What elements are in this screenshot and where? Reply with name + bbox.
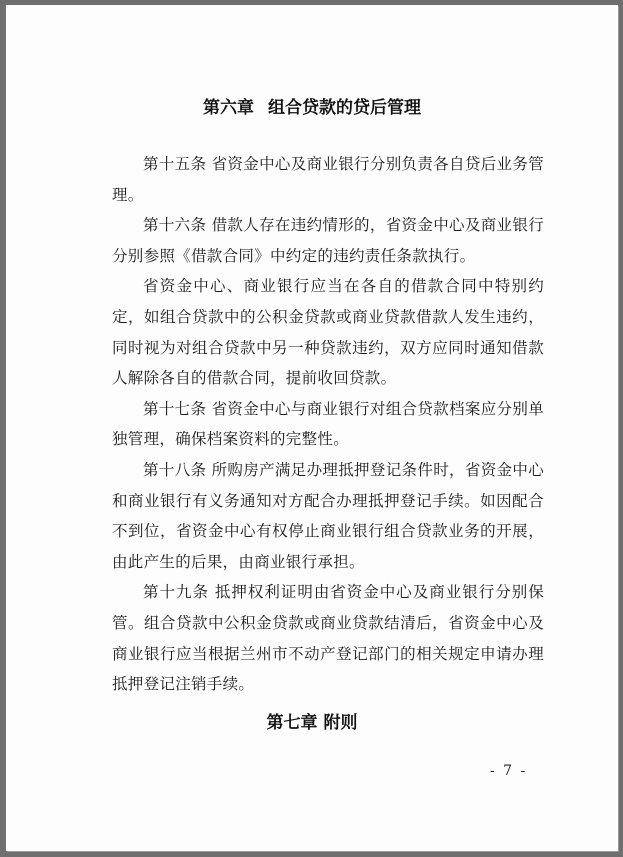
article-16-clause-paragraph: 省资金中心、商业银行应当在各自的借款合同中特别约定，如组合贷款中的公积金贷款或商业贷款借款人发生违约，同时视为对组合贷款中另一种贷款违约，双方应同时通知借款人解除各自的借款合同，提前收回贷款。	[112, 277, 544, 388]
article-19-paragraph: 第十九条 抵押权利证明由省资金中心及商业银行分别保管。组合贷款中公积金贷款或商业贷款结清后，省资金中心及商业银行应当根据兰州市不动产登记部门的相关规定申请办理抵押登记注销手续。	[112, 583, 544, 694]
chapter-6-body	[112, 149, 544, 700]
article-18-paragraph: 第十八条 所购房产满足办理抵押登记条件时，省资金中心和商业银行有义务通知对方配合办理抵押登记手续。如因配合不到位，省资金中心有权停止商业银行组合贷款业务的开展，由此产生的后果，由商业银行承担。	[112, 460, 544, 571]
article-15-paragraph: 第十五条 省资金中心及商业银行分别负责各自贷后业务管理。	[112, 155, 544, 204]
page-number: - 7 -	[490, 763, 528, 779]
chapter-7-heading: 第七章 附则	[266, 713, 358, 733]
document-page	[6, 5, 618, 851]
chapter-6-title: 组合贷款的贷后管理	[268, 98, 421, 118]
chapter-6-number: 第六章	[203, 98, 254, 118]
article-16-paragraph: 第十六条 借款人存在违约情形的，省资金中心及商业银行分别参照《借款合同》中约定的违约责任条款执行。	[112, 216, 544, 265]
article-17-paragraph: 第十七条 省资金中心与商业银行对组合贷款档案应分别单独管理，确保档案资料的完整性。	[112, 399, 544, 449]
chapter-6-heading	[6, 93, 618, 118]
